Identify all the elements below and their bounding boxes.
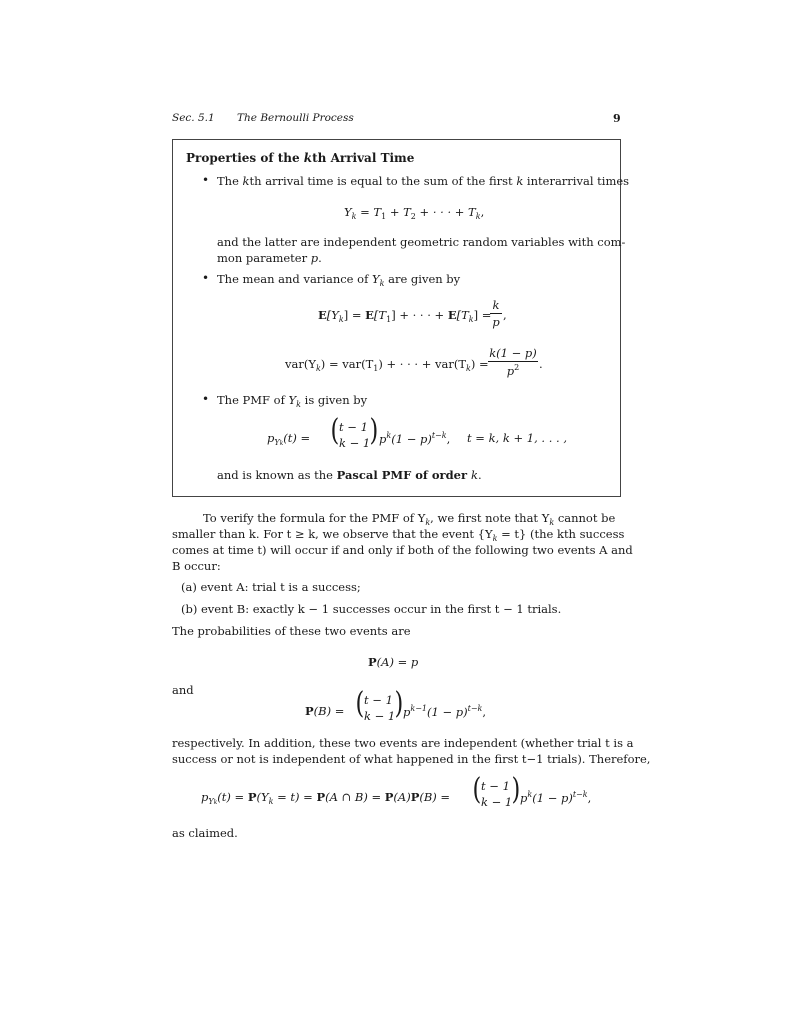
section-number: Sec. 5.1 [172, 112, 215, 124]
equation-PB-rhs: $p^{k-1}(1 - p)^{t-k}$, [403, 704, 487, 719]
equation-final-lhs: $p_{Yk}(t) = P(Y_k = t) = P(A$ ∩ B) = P(A)P(B) = [201, 790, 451, 806]
binomial-PB: ( t − 1 k − 1 ) [355, 686, 404, 723]
body-paragraph-line2: smaller than k. For t ≥ k, we observe that the event $\{Y_k = t\}$ (the kth success [172, 527, 625, 543]
equation-PA: P(A) = p [368, 655, 419, 669]
list-item-a: (a) event A: trial t is a success; [181, 580, 361, 594]
running-title: The Bernoulli Process [237, 112, 354, 124]
bullet-icon: • [202, 392, 210, 406]
binomial-final: ( t − 1 k − 1 ) [472, 772, 521, 809]
body-paragraph-line3: comes at time t) will occur if and only if both of the following two events A and [172, 543, 633, 557]
respectively-line2: success or not is independent of what happened in the first t−1 trials). Therefore, [172, 752, 651, 766]
fraction-mean: k p [490, 298, 502, 329]
body-paragraph-line1: To verify the formula for the PMF of $Y_k$, we first note that $Y_k$ cannot be [203, 511, 616, 527]
bullet-icon: • [202, 173, 210, 187]
pmf-rhs: $p^k(1 - p)^{t-k}$, [379, 431, 451, 446]
pmf-lhs: $p_{Yk}(t)$ = [267, 431, 311, 447]
as-claimed: as claimed. [172, 826, 238, 840]
page-number: 9 [613, 112, 621, 125]
mean-comma: , [503, 308, 507, 322]
and-word: and [172, 683, 194, 697]
bullet-icon: • [202, 271, 210, 285]
bullet1-after-line1: and the latter are independent geometric random variables with com- [217, 235, 626, 249]
binomial-pmf: ( t − 1 k − 1 ) [330, 413, 379, 450]
bullet2-text: The mean and variance of $Y_k$ are given by [217, 272, 461, 288]
bullet1-after-line2: mon parameter p. [217, 251, 322, 265]
box-title: Properties of the kth Arrival Time [186, 151, 415, 165]
probabilities-intro: The probabilities of these two events are [172, 624, 411, 638]
variance-period: . [539, 357, 543, 371]
equation-arrival-sum: $Y_k = T_1 + T_2$ + · · · + $T_k$, [344, 205, 485, 221]
equation-variance: $var(Y_k) = var(T_1)$ + · · · + $var(T_k)$ = [285, 357, 489, 373]
equation-mean: $E[Y_k] = E[T_1]$ + · · · + $E[T_k]$ = [318, 308, 492, 324]
equation-final-rhs: $p^k(1 - p)^{t-k}$, [520, 790, 592, 805]
respectively-line1: respectively. In addition, these two events are independent (whether trial t is a [172, 736, 634, 750]
fraction-variance: k(1 − p) $p^2$ [489, 346, 537, 378]
equation-PB-lhs: P(B) = [305, 704, 345, 718]
pmf-range: t = k, k + 1, . . . , [467, 431, 567, 445]
pascal-note: and is known as the Pascal PMF of order k. [217, 468, 482, 482]
list-item-b: (b) event B: exactly k − 1 successes occur in the first t − 1 trials. [181, 602, 562, 616]
bullet3-text: The PMF of $Y_k$ is given by [217, 393, 368, 409]
body-paragraph-line4: B occur: [172, 559, 221, 573]
bullet1-text: The kth arrival time is equal to the sum of the first k interarrival times [217, 174, 630, 188]
